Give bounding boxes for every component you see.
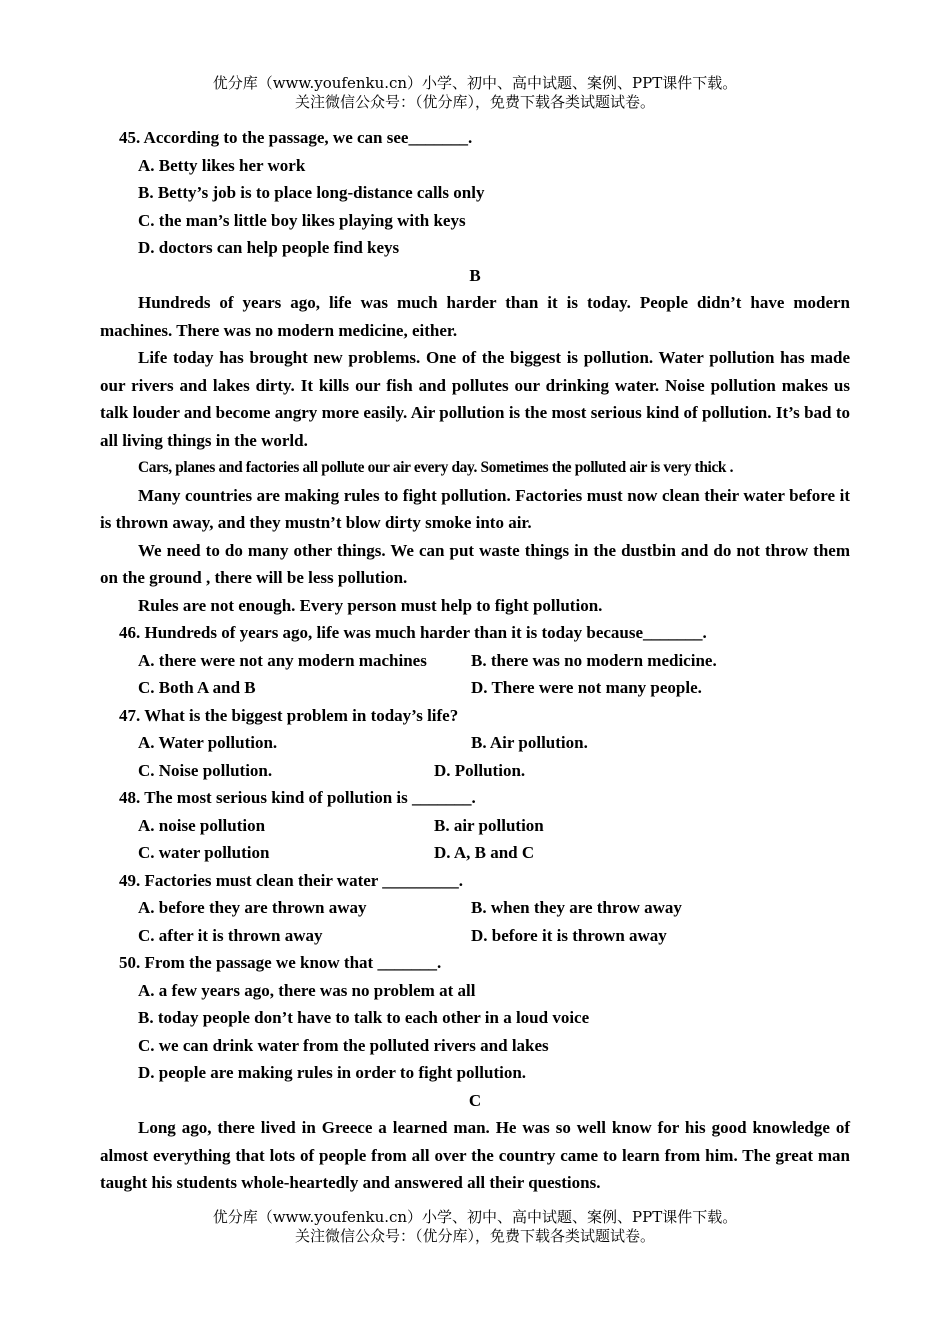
q50-option-a: A. a few years ago, there was no problem at all [138,980,476,1000]
q45-option-c: C. the man’s little boy likes playing with keys [138,210,466,230]
q50-stem: 50. From the passage we know that _______. [119,953,442,972]
page-footer [0,1208,950,1246]
q47-option-a: A. Water pollution. [138,733,278,752]
q49-option-c: C. after it is thrown away [138,925,323,945]
q48-option-d: D. A, B and C [434,843,535,862]
exam-content [100,124,850,1197]
footer-line-2: 关注微信公众号：（优分库），免费下载各类试题试卷。 [294,1227,655,1245]
q47-options-row-2 [100,757,850,785]
passage-b-paragraph-3: Cars, planes and factories all pollute our air every day. Sometimes the polluted air is very thick . [138,459,734,476]
passage-b-paragraph-4: Many countries are making rules to fight pollution. Factories must now clean their water before it is thrown away, and they mustn’t blow dirty smoke into air. [100,485,850,532]
q47-stem: 47. What is the biggest problem in today’s life? [119,705,459,725]
q48-option-a: A. noise pollution [138,815,266,835]
q47-option-c: C. Noise pollution. [138,760,273,780]
header-line-1: 优分库（www.youfenku.cn）小学、初中、高中试题、案例、PPT课件下载。 [212,74,738,92]
q47-option-b: B. Air pollution. [471,733,588,752]
q45-option-d: D. doctors can help people find keys [138,238,400,257]
q47-options-row-1 [100,729,850,757]
q48-options-row-1 [100,812,850,840]
q46-options-row-1 [100,647,850,675]
passage-b-paragraph-5: We need to do many other things. We can put waste things in the dustbin and do not throw them on the ground , there will be less pollution. [100,540,850,587]
q46-stem: 46. Hundreds of years ago, life was much harder than it is today because_______. [119,623,707,642]
passage-b-paragraph-2: Life today has brought new problems. One of the biggest is pollution. Water pollution has made our rivers and lakes dirty. It kills our fish and pollutes our drinking water. Noise pollution makes us talk louder and become angry more easily. Air pollution is the most serious kind of pollution. It’s bad to all living things in the world. [100,348,850,450]
q50-option-d: D. people are making rules in order to fight pollution. [138,1063,527,1082]
q45-option-a: A. Betty likes her work [138,155,306,175]
q49-options-row-1 [100,894,850,922]
q46-option-c: C. Both A and B [138,678,256,697]
q46-option-b: B. there was no modern medicine. [471,650,717,670]
q48-option-b: B. air pollution [434,815,544,835]
section-c-label: C [468,1090,482,1110]
section-b-label: B [469,265,481,285]
footer-line-1: 优分库（www.youfenku.cn）小学、初中、高中试题、案例、PPT课件下载。 [212,1208,738,1226]
q49-stem: 49. Factories must clean their water _________. [119,870,464,890]
q46-options-row-2 [100,674,850,702]
q50-option-c: C. we can drink water from the polluted rivers and lakes [138,1035,549,1055]
q46-option-a: A. there were not any modern machines [138,650,427,670]
q49-option-b: B. when they are throw away [471,898,682,917]
q49-option-d: D. before it is thrown away [471,925,667,945]
q49-option-a: A. before they are thrown away [138,898,367,917]
q45-option-b: B. Betty’s job is to place long-distance calls only [138,183,485,202]
passage-b-paragraph-1: Hundreds of years ago, life was much harder than it is today. People didn’t have modern machines. There was no modern medicine, either. [100,293,850,340]
q49-options-row-2 [100,922,850,950]
q48-option-c: C. water pollution [138,843,270,862]
page-header [0,74,950,112]
q50-option-b: B. today people don’t have to talk to each other in a loud voice [138,1008,590,1027]
q48-stem: 48. The most serious kind of pollution is _______. [119,788,476,807]
q47-option-d: D. Pollution. [434,760,526,780]
q48-options-row-2 [100,839,850,867]
passage-c-paragraph-1: Long ago, there lived in Greece a learned man. He was so well know for his good knowledge of almost everything that lots of people from all over the country came to learn from him. The great man taught his students whole-heartedly and answered all their questions. [100,1118,850,1192]
q46-option-d: D. There were not many people. [471,678,702,697]
passage-b-paragraph-6: Rules are not enough. Every person must help to fight pollution. [138,595,603,615]
q45-stem: 45. According to the passage, we can see_______. [119,128,473,147]
header-line-2: 关注微信公众号：（优分库），免费下载各类试题试卷。 [294,93,655,111]
